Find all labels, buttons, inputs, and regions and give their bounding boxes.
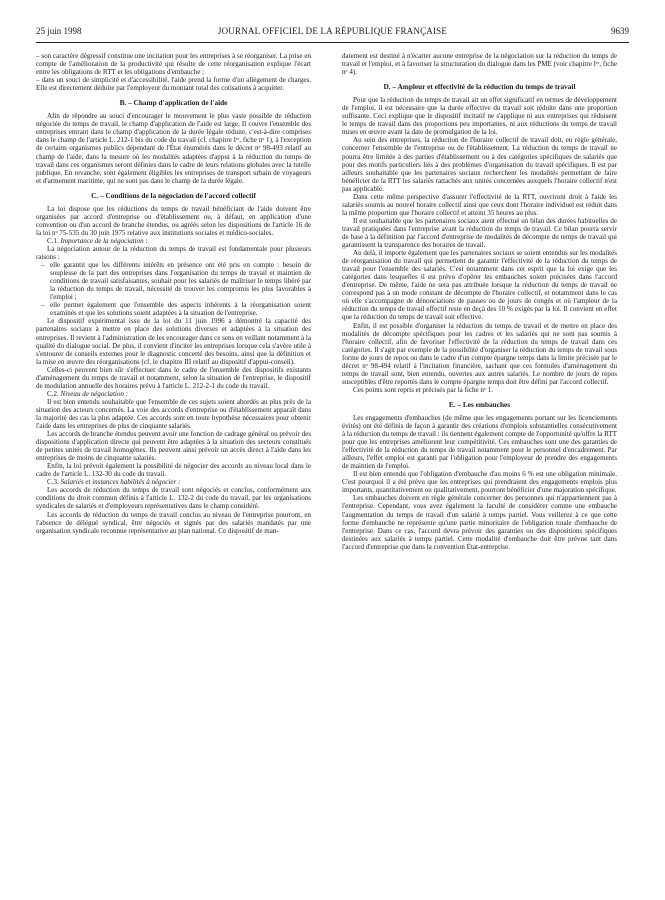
paragraph: Au sein des entreprises, la réduction de l'horaire collectif de travail doit, en règle générale, concerner l'ensemble de l'entreprise ou de l'établissement. La réduction du temps de travail ne pourra être limitée à des parties d'établissement ou à des catégories spécifiques de salariés que pour des motifs particuliers liés à des problèmes d'organisation du travail spécifiques. Il est par ailleurs souhaitable que les partenaires sociaux recherchent les modalités permettant de faire bénéficier de la RTT les salariés rattachés aux unités concernées auxquels l'horaire collectif n'est pas applicable. (342, 136, 617, 193)
paragraph: Celles-ci peuvent bien sûr s'effectuer dans le cadre de l'ensemble des dispositifs existants d'aménagement du temps de travail et notamment, selon la situation de l'entreprise, le dispositif de modulation annuelle des horaires prévu à l'article L. 212-2-1 du code du travail. (36, 365, 311, 390)
list-item: – elle garantit que les différents intérêts en présence ont été pris en compte : besoin de souplesse de la part des entreprises dans l'organisation du temps de travail et maintien de conditions de travail satisfaisantes, souhait pour les salariés de maîtriser le temps libéré par la réduction du temps de travail, nécessité de trouver les compromis les plus favorables à l'emploi ; (36, 261, 311, 301)
paragraph: Les engagements d'embauches (de même que les engagements portant sur les licenciements évités) ont été définis de façon à garantir des créations d'emplois substantielles consécutivement à la réduction du temps de travail : ils tiennent également compte de l'opportunité qu'offre la RTT pour que les entreprises améliorent leur compétitivité. Ces embauches sont une des garanties de l'effectivité de la réduction du temps de travail notamment pour le personnel d'encadrement. Par ailleurs, l'effet emploi est garanti par l'obligation pour l'employeur de prendre des engagements de maintien de l'emploi. (342, 413, 617, 471)
paragraph: – son caractère dégressif constitue une incitation pour les entreprises à se réorganiser. La prise en compte de l'amélioration de la productivité qui résulte de cette réorganisation explique l'écart entre les obligations de RTT et les obligations d'embauche ; (36, 52, 311, 77)
paragraph: La négociation autour de la réduction du temps de travail est fondamentale pour plusieurs raisons : (36, 244, 311, 262)
paragraph: Pour que la réduction du temps de travail ait un effet significatif en termes de développement de l'emploi, il est nécessaire que la durée effective du travail soit réduite dans une proportion suffisante. Ceci explique que le dispositif incitatif ne s'applique ni aux entreprises qui réduisent le temps de travail dans des proportions peu importantes, ni aux réductions du temps de travail mises en œuvre avant la date de promulgation de la loi. (342, 96, 617, 137)
paragraph: datement est destiné à n'écarter aucune entreprise de la négociation sur la réduction du temps de travail et l'emploi, et à favoriser la structuration du dialogue dans les PME (voir chapitre Iᵉʳ, fiche nᵒ 4). (342, 52, 617, 77)
page-header (36, 26, 629, 40)
paragraph: Enfin, la loi prévoit également la possibilité de négocier des accords au niveau local dans le cadre de l'article L. 132-30 du code du travail. (36, 462, 311, 479)
paragraph: – dans un souci de simplicité et d'accessibilité, l'aide prend la forme d'un allègement de charges. Elle est directement déduite par l'employeur du montant total des cotisations à acquitter. (36, 76, 311, 93)
left-column (36, 52, 311, 535)
subsection-title: Niveau de négociation : (60, 389, 129, 398)
section-heading-c: C. – Conditions de la négociation de l'accord collectif (91, 190, 256, 200)
issue-date: 25 juin 1998 (36, 26, 82, 36)
paragraph: Les accords de réduction du temps de travail sont négociés et conclus, conformément aux conditions du droit commun définis à l'article L. 132-2 du code du travail, par les organisations syndicales de salariés et d'employeurs représentatives dans le champ considéré. (36, 486, 311, 511)
paragraph: Il est souhaitable que les partenaires sociaux aient effectué un bilan des durées habituelles de travail pratiquées dans l'entreprise avant la réduction du temps de travail. Ce bilan pourra servir de base à la définition par l'accord d'entreprise de modalités de décompte du temps de travail qui garantissent la transparence des horaires de travail. (342, 216, 617, 250)
paragraph: Le dispositif expérimental issu de la loi du 11 juin 1996 a démontré la capacité des partenaires sociaux à mettre en place des solutions diverses et adaptées à la situation des entreprises. Il revient à l'administration de les encourager dans ce sens en veillant notamment à la qualité du dialogue social. De plus, il convient d'inciter les entreprises lorsque cela s'avère utile à s'entourer de conseils externes pour le diagnostic concerté des besoins, ainsi que la définition et la mise en œuvre des réorganisations (cf. le chapitre III relatif au dispositif d'appui-conseil). (36, 317, 311, 366)
journal-title: JOURNAL OFFICIEL DE LA RÉPUBLIQUE FRANÇAISE (217, 26, 448, 36)
subsection-number: C.2. (47, 389, 59, 398)
paragraph: Les accords de réduction du temps de travail conclus au niveau de l'entreprise pourront, en l'absence de délégué syndical, être négociés et signés par des salariés mandatés par une organisation syndicale reconnue représentative au plan national. Ce dispositif de man- (36, 510, 311, 535)
section-heading-b: B. – Champ d'application de l'aide (119, 98, 228, 108)
subsection-number: C.1. (47, 236, 59, 245)
paragraph: La loi dispose que les réductions du temps de travail bénéficiant de l'aide doivent être organisées par accord d'entreprise ou d'établissement ou, à défaut, en application d'une convention ou d'un accord de branche étendus, ou agréés selon les dispositions de l'article 16 de la loi nᵒ 75-535 du 30 juin 1975 relative aux institutions sociales et médico-sociales. (36, 204, 311, 237)
paragraph: Il est bien entendu souhaitable que l'ensemble de ces sujets soient abordés au plus près de la situation des acteurs concernés. La voie des accords d'entreprise ou d'établissement apparaît dans la majorité des cas la plus adaptée. Ces accords sont en toute hypothèse nécessaires pour obtenir l'aide dans les entreprises de plus de cinquante salariés. (36, 397, 311, 431)
subsection-number: C.3. (47, 478, 59, 487)
subsection-heading-c2 (36, 390, 311, 398)
subsection-title: Salariés et instances habilités à négocier : (60, 478, 181, 487)
paragraph: Enfin, il est possible d'organiser la réduction du temps de travail et de mettre en place des modalités de décompte spécifiques pour les cadres et les salariés qui ne sont pas soumis à l'horaire collectif, afin de favoriser l'effectivité de la réduction du temps de travail dans ces catégories. Il s'agit par exemple de la possibilité d'organiser la réduction du temps de travail sous forme de jours de repos ou dans le cadre d'un compte épargne temps dans la limite précisée par le décret nᵒ 98-494 relatif à l'incitation financière, sachant que ces formules d'aménagement du temps de travail sont, bien entendu, ouvertes aux autres salariés. Le nombre de jours de repos susceptibles d'être reportés dans le compte épargne temps doit être défini par l'accord collectif. (342, 321, 617, 386)
header-rule (36, 42, 629, 43)
list-item: – elle permet également que l'ensemble des aspects inhérents à la réorganisation soient examinés et que les solutions soient adaptées à la situation de l'entreprise. (36, 301, 311, 317)
paragraph: Dans cette même perspective d'assurer l'effectivité de la RTT, ouvriront droit à l'aide les salariés soumis au nouvel horaire collectif ainsi que ceux dont l'horaire individuel est réduit dans la même proportion que l'horaire collectif et atteint 35 heures au plus. (342, 192, 617, 217)
paragraph: Afin de répondre au souci d'encourager le mouvement le plus vaste possible de réduction négociée du temps de travail, le champ d'application de l'aide est large. Il couvre l'ensemble des entreprises entrant dans le champ d'application de la durée légale réduite, c'est-à-dire comprises dans le champ de l'article L. 212-1 bis du code du travail (cf. chapitre Iᵉʳ, fiche nᵒ 1), à l'exception de certains organismes publics dépendant de l'État énumérés dans le décret nᵒ 98-493 relatif au champ de l'aide, dans la mesure où les modalités adaptées d'appui à la réduction du temps de travail dans ces organismes seront définies dans le cadre de leurs relations globales avec la tutelle publique. En revanche, sont également éligibles les entreprises de transport urbain de voyageurs et d'armement maritime, qui ne sont pas dans le champ de la durée légale. (36, 112, 311, 185)
paragraph: Ces points sont repris et précisés par la fiche nᵒ 1. (353, 385, 493, 394)
paragraph: Au delà, il importe également que les partenaires sociaux se soient entendus sur les modalités de réorganisation du travail qui permettent de garantir l'effectivité de la réduction du temps de travail pour l'ensemble des salariés. C'est notamment dans cet esprit que la loi exige que les catégories dans lesquelles il est prévu d'opérer les embauches soient précisées dans l'accord d'entreprise. De même, l'aide ne sera pas attribuée lorsque la réduction du temps de travail ne correspond pas à un mode constant de décompte de l'horaire collectif, et notamment dans le cas où elle s'accompagne de dénonciations de pauses ou de jours de congés et où l'ampleur de la réduction du temps de travail effectif reste en deçà des 10 % exigés par la loi. Il convient en effet que la réduction du temps de travail soit effective. (342, 249, 617, 322)
subsection-title: Importance de la négociation : (60, 236, 148, 245)
right-column (342, 52, 617, 551)
page-number: 9639 (611, 26, 629, 36)
subsection-heading-c1 (36, 237, 311, 245)
section-heading-e: E. – Les embauches (448, 399, 511, 409)
subsection-heading-c3 (36, 478, 311, 486)
paragraph: Il est bien entendu que l'obligation d'embauche d'au moins 6 % est une obligation minimale. C'est pourquoi il a été prévu que les entreprises qui prendraient des engagements emplois plus importants, quantitativement ou qualitativement, pourront bénéficier d'une majoration spécifique. (342, 470, 617, 495)
paragraph: Les embauches doivent en règle générale concerner des personnes qui n'appartiennent pas à l'entreprise. Cependant, vous avez également la faculté de considérer comme une embauche l'augmentation du temps de travail d'un salarié à temps partiel. Vous veillerez à ce que cette forme d'embauche ne représente qu'une partie minoritaire de l'obligation totale d'embauche de l'entreprise. Dans ce cas, l'accord devra prévoir des garanties ou des dispositions spécifiques destinées aux salariés à temps partiel. Cette modalité d'embauche doit être prévue tant dans l'accord d'entreprise que dans la convention État-entreprise. (342, 494, 617, 551)
paragraph: Les accords de branche étendus peuvent avoir une fonction de cadrage général ou prévoir des dispositions d'application directe qui peuvent être adaptées à la situation des secteurs constitués de petites unités de travail homogènes. Ils peuvent ainsi prévoir un accès direct à l'aide dans les entreprises de moins de cinquante salariés. (36, 430, 311, 463)
section-heading-d: D. – Ampleur et effectivité de la réduction du temps de travail (383, 82, 576, 92)
